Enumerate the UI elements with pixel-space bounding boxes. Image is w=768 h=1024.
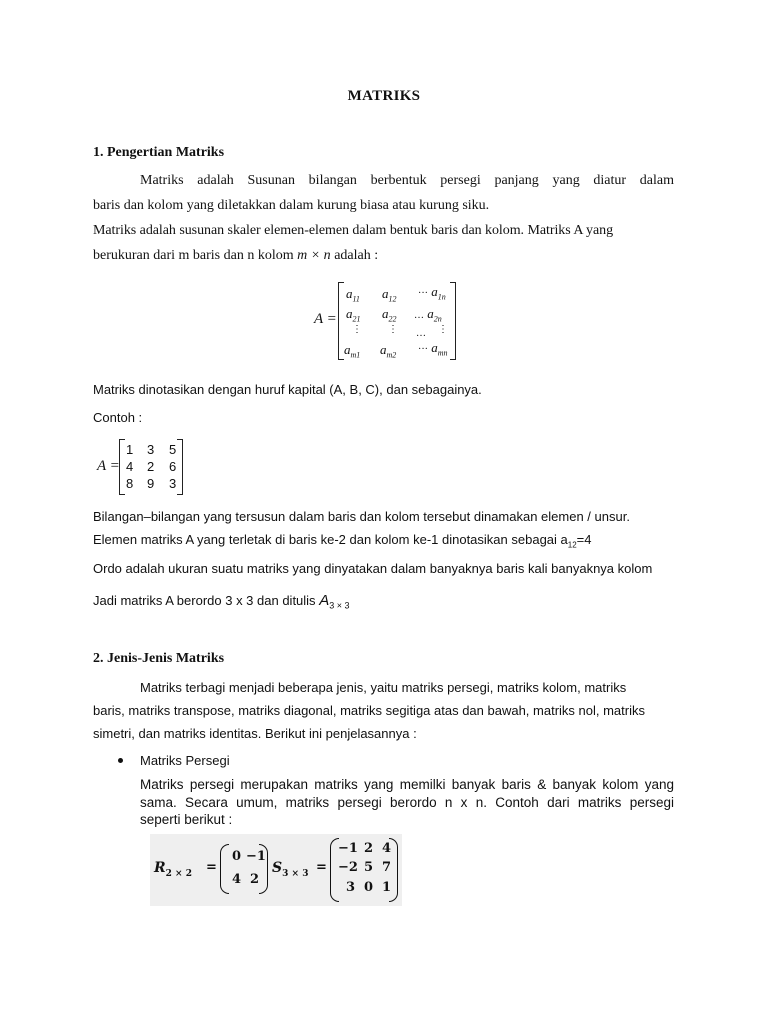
- matrix-cell: 1: [382, 880, 392, 895]
- generic-matrix: $a_{11}$ $a_{12}$ ··· $a_{1n}$ $a_{21}$ $a_{22}$ … $a_{2n}$ ⋮ ⋮ … ⋮ $a_{m1}$ $a_{m2}$ ··· $a_{mn}$: [338, 282, 456, 360]
- matrix-cell: 3: [169, 476, 177, 491]
- matrix-cell: 3: [346, 880, 356, 895]
- matrix-cell: 9: [147, 476, 155, 491]
- section2-heading: 2. Jenis-Jenis Matriks: [93, 651, 225, 666]
- S-equals: =: [316, 860, 327, 875]
- matrix-cell: 0: [232, 849, 242, 864]
- para1-line2: baris dan kolom yang diletakkan dalam kurung biasa atau kurung siku.: [93, 198, 490, 213]
- ordo-sub: 3 × 3: [329, 600, 350, 611]
- matrix-cell: 7: [382, 860, 392, 875]
- matrix-cell: −1: [338, 841, 358, 856]
- bullet-icon: [118, 758, 123, 763]
- persegi-line1: Matriks persegi merupakan matriks yang memilki banyak baris & banyak kolom yang: [140, 777, 674, 792]
- section2-intro-line3: simetri, dan matriks identitas. Berikut ini penjelasannya :: [93, 726, 417, 741]
- matrix-example-image: [150, 834, 402, 906]
- matrix-cell: 4: [232, 872, 242, 887]
- matrix-cell: 0: [364, 880, 374, 895]
- document-title: MATRIKS: [347, 88, 421, 104]
- section1-heading: 1. Pengertian Matriks: [93, 145, 225, 160]
- example-label: Contoh :: [93, 410, 143, 425]
- ordo-text2: [93, 592, 349, 611]
- elements-text: Bilangan–bilangan yang tersusun dalam baris dan kolom tersebut dinamakan elemen / unsur.: [93, 509, 630, 524]
- S-label: $S_{3 \times 3}$: [272, 860, 309, 879]
- para2-line2: [93, 243, 378, 268]
- matrix-cell: 4: [382, 841, 392, 856]
- bullet-matriks-persegi: Matriks Persegi: [140, 753, 230, 768]
- matrix-cell: 5: [364, 860, 374, 875]
- R-matrix: [220, 844, 268, 894]
- persegi-line2: sama. Secara umum, matriks persegi berordo n x n. Contoh dari matriks persegi: [140, 795, 674, 810]
- element-a12-text: [93, 532, 592, 550]
- matrix-cell: 8: [126, 476, 134, 491]
- matrix-cell: −1: [246, 849, 266, 864]
- para2-line2-b: adalah :: [334, 248, 379, 263]
- element-a12-value: =4: [576, 532, 592, 547]
- R-label: $R_{2 \times 2}$: [154, 860, 192, 879]
- persegi-line3: seperti berikut :: [140, 812, 233, 827]
- section2-intro-line2: baris, matriks transpose, matriks diagonal, matriks segitiga atas dan bawah, matriks nol, matriks: [93, 703, 645, 718]
- ordo-symbol: A: [319, 592, 330, 609]
- para1-line1: Matriks adalah Susunan bilangan berbentuk persegi panjang yang diatur dalam: [140, 173, 674, 188]
- ordo-desc: Jadi matriks A berordo 3 x 3 dan ditulis: [93, 593, 316, 608]
- element-a12-desc: Elemen matriks A yang terletak di baris ke-2 dan kolom ke-1 dinotasikan sebagai a: [93, 532, 568, 547]
- ordo-text: Ordo adalah ukuran suatu matriks yang dinyatakan dalam banyaknya baris kali banyaknya kolom: [93, 561, 653, 576]
- matrix-cell: 5: [169, 442, 177, 457]
- matrix-cell: 4: [126, 459, 134, 474]
- matrix-cell: 1: [126, 442, 134, 457]
- para2-line1: Matriks adalah susunan skaler elemen-elemen dalam bentuk baris dan kolom. Matriks A yang: [93, 223, 614, 238]
- example-matrix: [119, 439, 183, 495]
- example-matrix-label: A =: [97, 458, 120, 474]
- section2-intro-line1: Matriks terbagi menjadi beberapa jenis, yaitu matriks persegi, matriks kolom, matriks: [140, 680, 627, 695]
- matrix-cell: 2: [364, 841, 374, 856]
- matrix-cell: 6: [169, 459, 177, 474]
- para2-line2-a: berukuran dari m baris dan n kolom: [93, 248, 294, 263]
- generic-matrix-label: A =: [314, 311, 337, 327]
- notation-text: Matriks dinotasikan dengan huruf kapital (A, B, C), dan sebagainya.: [93, 382, 482, 397]
- R-equals: =: [206, 860, 217, 875]
- matrix-cell: 2: [147, 459, 155, 474]
- element-a12-sub: 12: [567, 540, 577, 550]
- matrix-cell: 2: [250, 872, 260, 887]
- para2-expression: m × n: [297, 248, 331, 263]
- matrix-cell: −2: [338, 860, 358, 875]
- matrix-cell: 3: [147, 442, 155, 457]
- S-matrix: [330, 838, 398, 902]
